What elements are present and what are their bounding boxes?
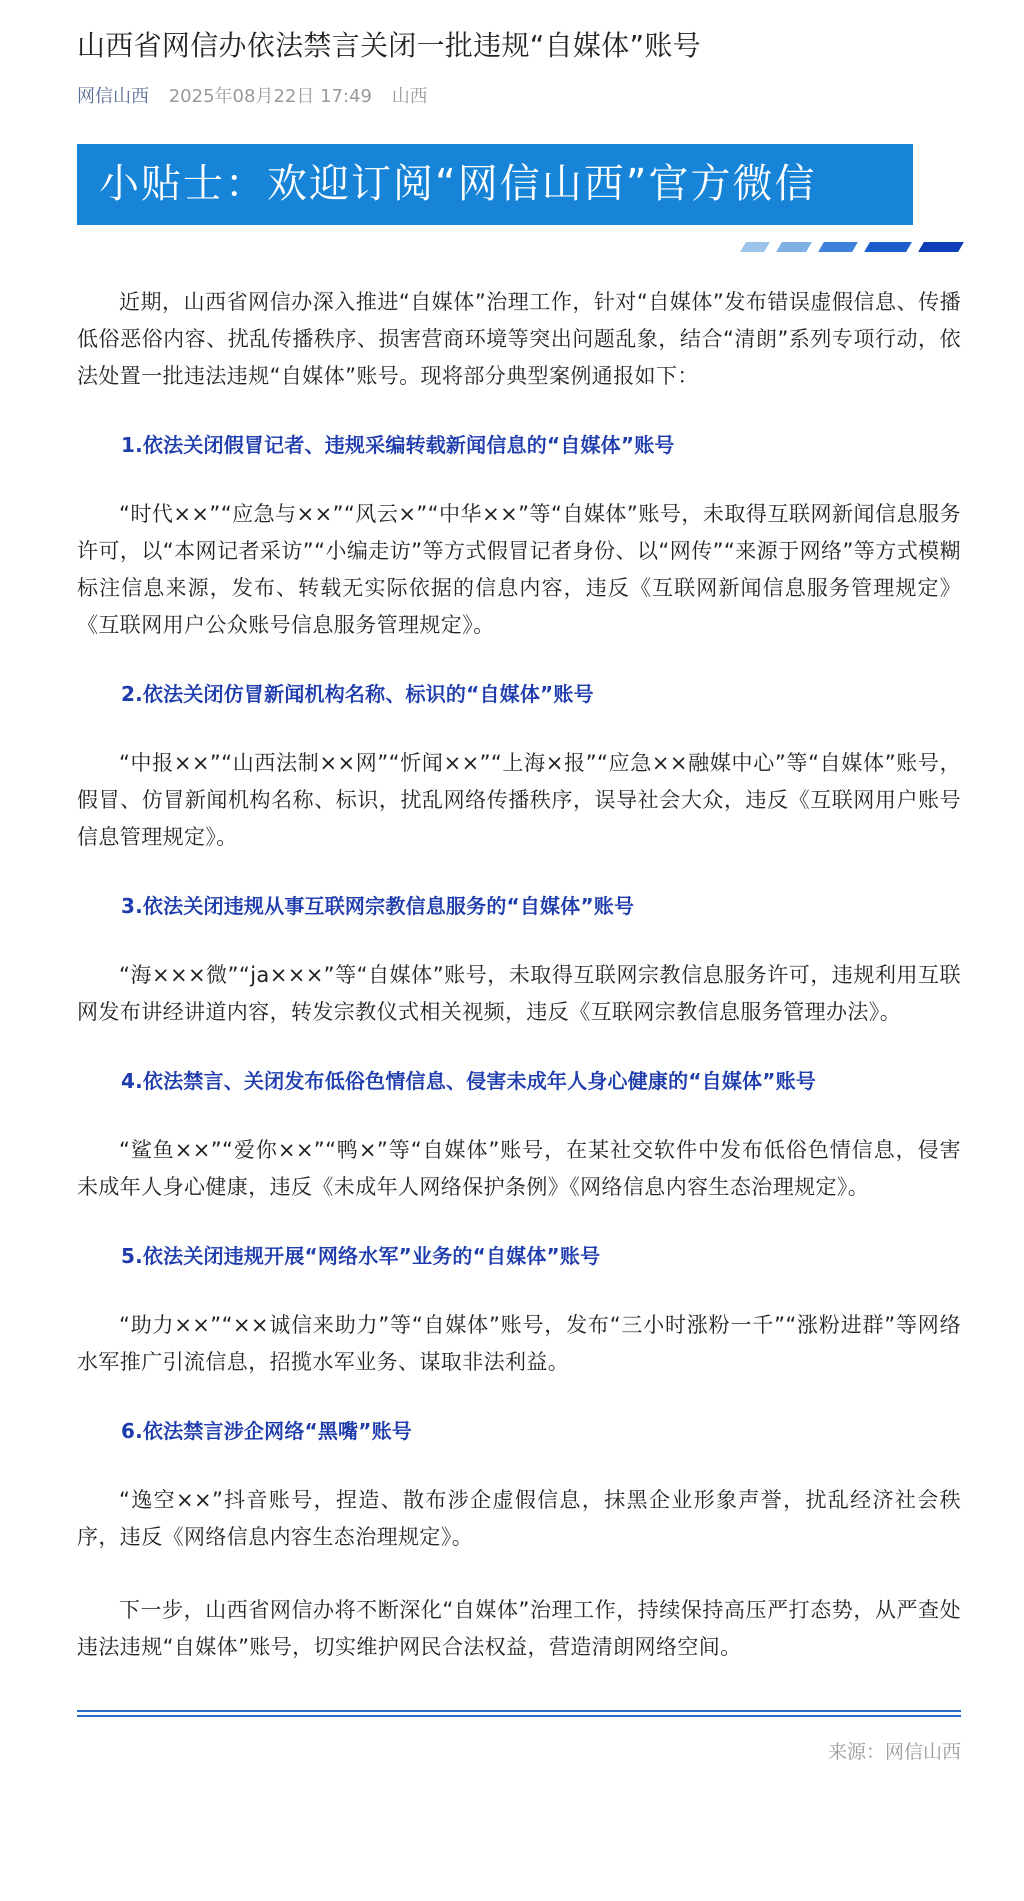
section-paragraph: “助力××”“××诚信来助力”等“自媒体”账号，发布“三小时涨粉一千”“涨粉进群”等网络水军推广引流信息，招揽水军业务、谋取非法利益。 bbox=[77, 1313, 961, 1374]
section-paragraph: “鲨鱼××”“爱你××”“鸭×”等“自媒体”账号，在某社交软件中发布低俗色情信息，侵害未成年人身心健康，违反《未成年人网络保护条例》《网络信息内容生态治理规定》。 bbox=[77, 1138, 961, 1199]
article-meta bbox=[77, 84, 961, 110]
footer-divider bbox=[77, 1710, 961, 1717]
section-paragraph: “中报××”“山西法制××网”“忻闻××”“上海×报”“应急××融媒中心”等“自媒体”账号，假冒、仿冒新闻机构名称、标识，扰乱网络传播秩序，误导社会大众，违反《互联网用户账号信息管理规定》。 bbox=[77, 751, 961, 849]
closing-paragraph: 下一步，山西省网信办将不断深化“自媒体”治理工作，持续保持高压严打态势，从严查处违法违规“自媒体”账号，切实维护网民合法权益，营造清朗网络空间。 bbox=[77, 1598, 961, 1659]
stripe-4 bbox=[864, 242, 912, 252]
section-paragraph: “时代××”“应急与××”“风云×”“中华××”等“自媒体”账号，未取得互联网新闻信息服务许可，以“本网记者采访”“小编走访”等方式假冒记者身份、以“网传”“来源于网络”等方式模糊标注信息来源，发布、转载无实际依据的信息内容，违反《互联网新闻信息服务管理规定》《互联网用户公众账号信息服务管理规定》。 bbox=[77, 502, 961, 637]
account-name-link[interactable]: 网信山西 bbox=[77, 86, 149, 107]
section-paragraph: “逸空××”抖音账号，捏造、散布涉企虚假信息，抹黑企业形象声誉，扰乱经济社会秩序，违反《网络信息内容生态治理规定》。 bbox=[77, 1488, 961, 1549]
section-heading: 1.依法关闭假冒记者、违规采编转载新闻信息的“自媒体”账号 bbox=[121, 433, 675, 457]
section-paragraph: “海×××微”“ja×××”等“自媒体”账号，未取得互联网宗教信息服务许可，违规利用互联网发布讲经讲道内容，转发宗教仪式相关视频，违反《互联网宗教信息服务管理办法》。 bbox=[77, 963, 961, 1024]
article-title: 山西省网信办依法禁言关闭一批违规“自媒体”账号 bbox=[77, 29, 701, 62]
section-heading: 6.依法禁言涉企网络“黑嘴”账号 bbox=[121, 1419, 413, 1443]
stripe-5 bbox=[918, 242, 964, 252]
stripe-2 bbox=[776, 242, 812, 252]
section-heading: 4.依法禁言、关闭发布低俗色情信息、侵害未成年人身心健康的“自媒体”账号 bbox=[121, 1069, 817, 1093]
publish-location: 山西 bbox=[391, 86, 428, 107]
section-heading: 5.依法关闭违规开展“网络水军”业务的“自媒体”账号 bbox=[121, 1244, 601, 1268]
section-heading: 2.依法关闭仿冒新闻机构名称、标识的“自媒体”账号 bbox=[121, 682, 594, 706]
stripe-1 bbox=[740, 242, 770, 252]
section-heading: 3.依法关闭违规从事互联网宗教信息服务的“自媒体”账号 bbox=[121, 894, 635, 918]
subscribe-banner: 小贴士：欢迎订阅“网信山西”官方微信 bbox=[77, 144, 913, 225]
article-body bbox=[77, 284, 961, 1666]
article-page bbox=[77, 0, 961, 1765]
closing-spacer bbox=[77, 1556, 961, 1592]
intro-paragraph: 近期，山西省网信办深入推进“自媒体”治理工作，针对“自媒体”发布错误虚假信息、传播低俗恶俗内容、扰乱传播秩序、损害营商环境等突出问题乱象，结合“清朗”系列专项行动，依法处置一批违法违规“自媒体”账号。现将部分典型案例通报如下： bbox=[77, 290, 961, 388]
publish-datetime: 2025年08月22日 17:49 bbox=[168, 86, 372, 107]
decorative-stripes bbox=[77, 242, 961, 252]
source-credit: 来源：网信山西 bbox=[827, 1741, 961, 1763]
stripe-3 bbox=[818, 242, 858, 252]
